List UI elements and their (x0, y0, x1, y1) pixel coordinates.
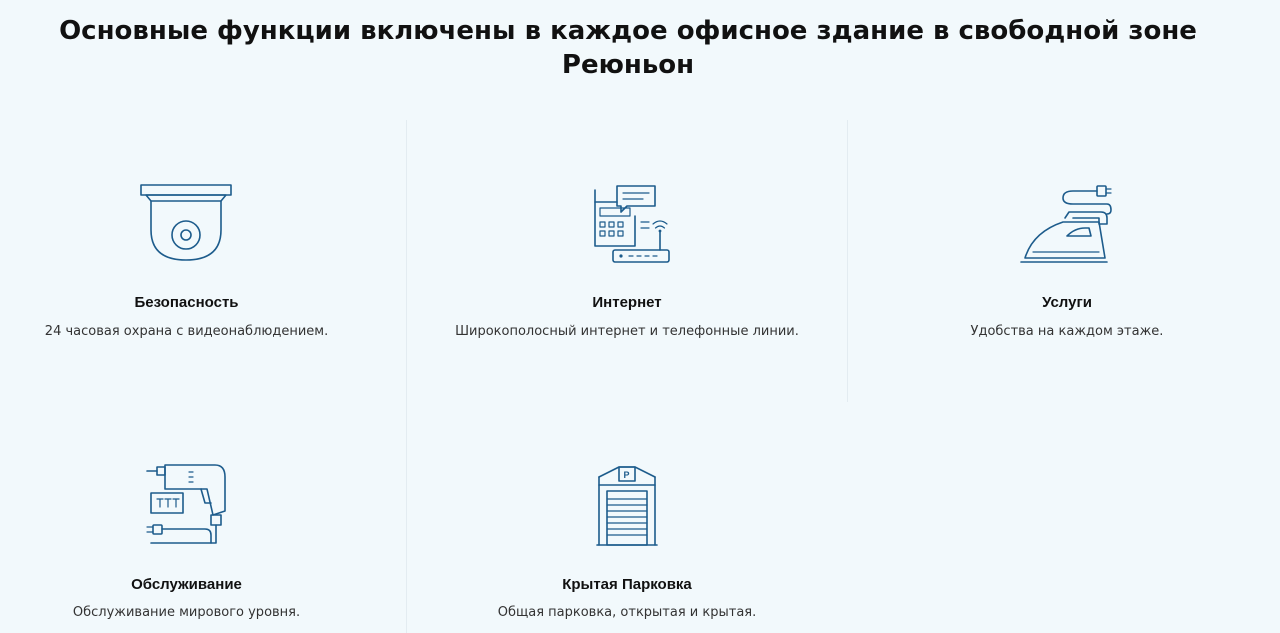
feature-title: Крытая Парковка (562, 576, 692, 593)
drill-icon (145, 463, 229, 547)
covered-parking-icon (595, 463, 659, 549)
feature-description: Удобства на каждом этаже. (970, 324, 1164, 339)
feature-description: Обслуживание мирового уровня. (72, 605, 301, 620)
column-divider (847, 120, 848, 402)
column-divider (406, 120, 407, 633)
feature-services (880, 0, 1254, 633)
feature-title: Обслуживание (131, 576, 242, 593)
feature-covered-parking (440, 0, 814, 633)
feature-description: Общая парковка, открытая и крытая. (497, 605, 757, 620)
feature-title: Услуги (1042, 294, 1092, 311)
feature-description: 24 часовая охрана с видеонаблюдением. (44, 324, 329, 339)
iron-icon (1019, 182, 1115, 266)
feature-title: Безопасность (134, 294, 239, 311)
svg-text:P: P (623, 470, 630, 480)
page-title: Основные функции включены в каждое офисное здание в свободной зоне Реюньон (59, 16, 1197, 80)
feature-maintenance (0, 0, 373, 633)
feature-description: Широкополосный интернет и телефонные линии. (455, 324, 799, 339)
feature-title: Интернет (592, 294, 662, 311)
